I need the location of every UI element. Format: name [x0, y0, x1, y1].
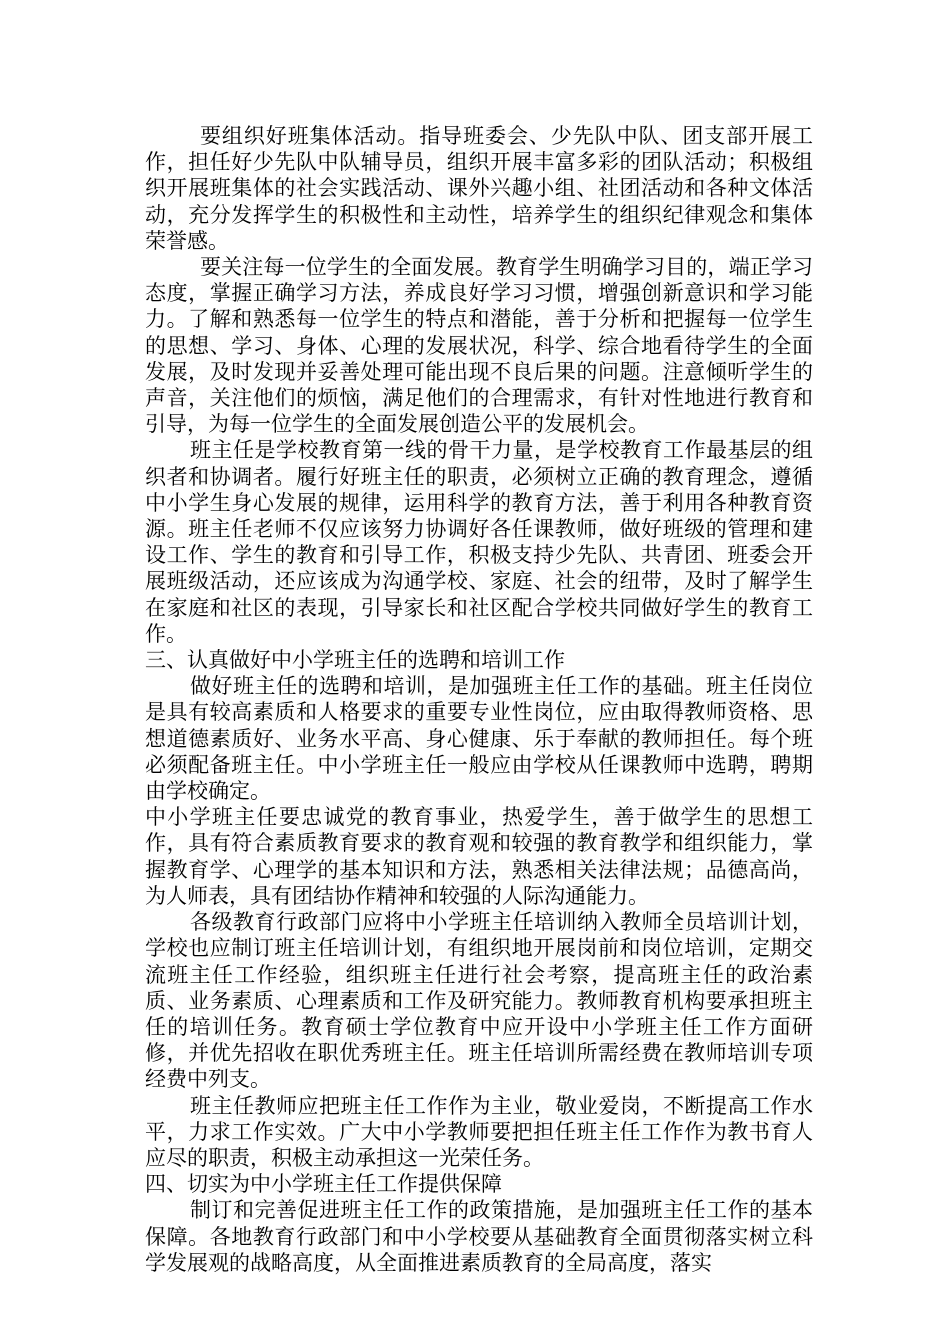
document-page: [145, 123, 813, 1276]
paragraph-policy-measures: 制订和完善促进班主任工作的政策措施，是加强班主任工作的基本保障。各地教育行政部门和中小学校要从基础教育全面贯彻落实树立科学发展观的战略高度，从全面推进素质教育的全局高度，落实: [145, 1198, 813, 1275]
paragraph-student-development: 要关注每一位学生的全面发展。教育学生明确学习目的，端正学习态度，掌握正确学习方法，养成良好学习习惯，增强创新意识和学习能力。了解和熟悉每一位学生的特点和潜能，善于分析和把握每一位学生的思想、学习、身体、心理的发展状况，科学、综合地看待学生的全面发展，及时发现并妥善处理可能出现不良后果的问题。注意倾听学生的声音，关注他们的烦恼，满足他们的合理需求，有针对性地进行教育和引导，为每一位学生的全面发展创造公平的发展机会。: [145, 255, 813, 437]
paragraph-main-duty: 班主任教师应把班主任工作作为主业，敬业爱岗，不断提高工作水平，力求工作实效。广大中小学教师要把担任班主任工作作为教书育人应尽的职责，积极主动承担这一光荣任务。: [145, 1093, 813, 1170]
paragraph-selection: 做好班主任的选聘和培训，是加强班主任工作的基础。班主任岗位是具有较高素质和人格要求的重要专业性岗位，应由取得教师资格、思想道德素质好、业务水平高、身心健康、乐于奉献的教师担任。每个班必须配备班主任。中小学班主任一般应由学校从任课教师中选聘，聘期由学校确定。: [145, 674, 813, 804]
paragraph-qualifications: 中小学班主任要忠诚党的教育事业，热爱学生，善于做学生的思想工作，具有符合素质教育要求的教育观和较强的教育教学和组织能力，掌握教育学、心理学的基本知识和方法，熟悉相关法律法规；品德高尚，为人师表，具有团结协作精神和较强的人际沟通能力。: [145, 805, 813, 908]
section-heading-selection-training: 三、认真做好中小学班主任的选聘和培训工作: [145, 648, 565, 673]
section-heading-guarantee: 四、切实为中小学班主任工作提供保障: [145, 1172, 502, 1197]
paragraph-head-teacher-role: 班主任是学校教育第一线的骨干力量，是学校教育工作最基层的组织者和协调者。履行好班主任的职责，必须树立正确的教育理念，遵循中小学生身心发展的规律，运用科学的教育方法，善于利用各种教育资源。班主任老师不仅应该努力协调好各任课教师，做好班级的管理和建设工作、学生的教育和引导工作，积极支持少先队、共青团、班委会开展班级活动，还应该成为沟通学校、家庭、社会的纽带，及时了解学生在家庭和社区的表现，引导家长和社区配合学校共同做好学生的教育工作。: [145, 438, 813, 646]
paragraph-class-activities: 要组织好班集体活动。指导班委会、少先队中队、团支部开展工作，担任好少先队中队辅导员，组织开展丰富多彩的团队活动；积极组织开展班集体的社会实践活动、课外兴趣小组、社团活动和各种文体活动，充分发挥学生的积极性和主动性，培养学生的组织纪律观念和集体荣誉感。: [145, 124, 813, 253]
paragraph-training-plan: 各级教育行政部门应将中小学班主任培训纳入教师全员培训计划，学校也应制订班主任培训计划，有组织地开展岗前和岗位培训，定期交流班主任工作经验，组织班主任进行社会考察，提高班主任的政治素质、业务素质、心理素质和工作及研究能力。教师教育机构要承担班主任的培训任务。教育硕士学位教育中应开设中小学班主任工作方面研修，并优先招收在职优秀班主任。班主任培训所需经费在教师培训专项经费中列支。: [145, 910, 813, 1092]
